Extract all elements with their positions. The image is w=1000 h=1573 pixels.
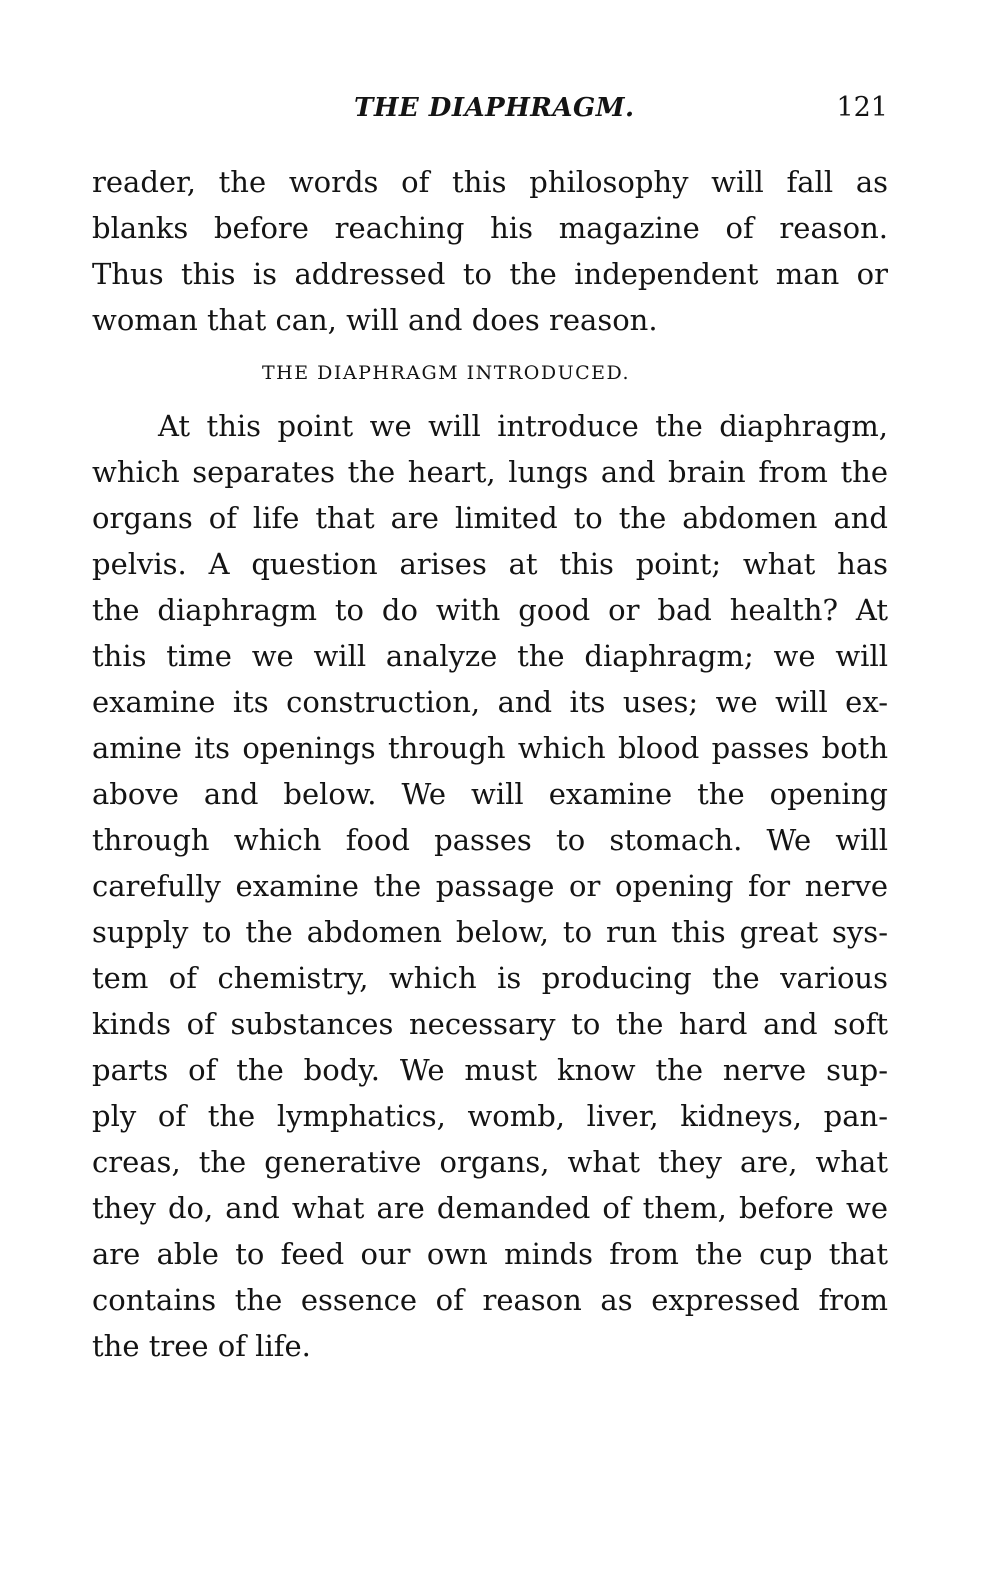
text-line: supply to the abdomen below, to run this great sys- (92, 915, 888, 949)
section-paragraph (92, 403, 888, 1369)
text-line: creas, the generative organs, what they are, what (92, 1145, 888, 1179)
body-text (92, 159, 888, 1369)
text-line: carefully examine the passage or opening for nerve (92, 869, 888, 903)
text-line: tem of chemistry, which is producing the various (92, 961, 888, 995)
text-line: pelvis. A question arises at this point; what has (92, 547, 888, 581)
text-line: kinds of substances necessary to the hard and soft (92, 1007, 888, 1041)
text-line: contains the essence of reason as expressed from (92, 1283, 888, 1317)
text-line: reader, the words of this philosophy will fall as (92, 165, 888, 199)
running-title: THE DIAPHRAGM. (354, 93, 635, 123)
text-line: through which food passes to stomach. We will (92, 823, 888, 857)
text-line: they do, and what are demanded of them, before we (92, 1191, 888, 1225)
text-line: At this point we will introduce the diaphragm, (158, 409, 888, 443)
text-line: above and below. We will examine the opening (92, 777, 888, 811)
text-line: Thus this is addressed to the independent man or (92, 257, 888, 291)
text-line: the tree of life. (92, 1329, 311, 1363)
opening-paragraph (92, 159, 888, 343)
text-line: amine its openings through which blood passes both (92, 731, 888, 765)
text-line: woman that can, will and does reason. (92, 303, 658, 337)
running-head (92, 88, 888, 128)
text-line: are able to feed our own minds from the cup that (92, 1237, 888, 1271)
text-line: which separates the heart, lungs and brain from the (92, 455, 888, 489)
text-line: parts of the body. We must know the nerve sup- (92, 1053, 888, 1087)
page-number: 121 (836, 92, 888, 123)
text-line: organs of life that are limited to the abdomen and (92, 501, 888, 535)
text-line: this time we will analyze the diaphragm; we will (92, 639, 888, 673)
section-heading: THE DIAPHRAGM INTRODUCED. (262, 362, 631, 384)
text-line: blanks before reaching his magazine of reason. (92, 211, 888, 245)
text-line: examine its construction, and its uses; we will ex- (92, 685, 888, 719)
text-line: the diaphragm to do with good or bad health? At (92, 593, 888, 627)
text-line: ply of the lymphatics, womb, liver, kidneys, pan- (92, 1099, 888, 1133)
